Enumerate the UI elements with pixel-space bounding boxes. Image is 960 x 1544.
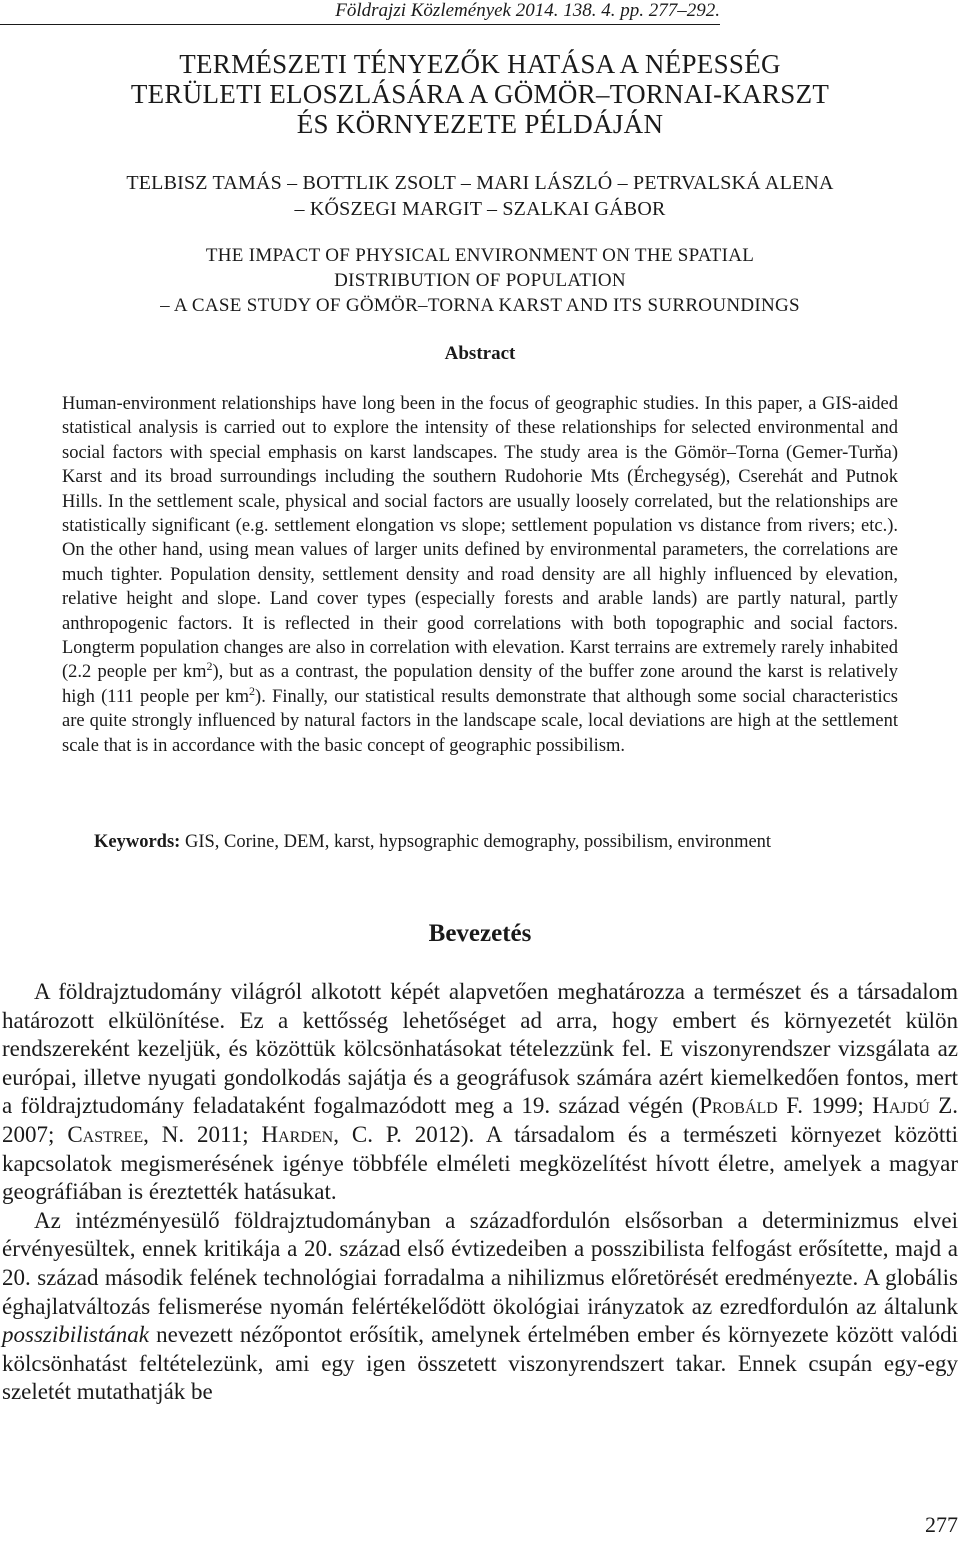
english-title bbox=[0, 243, 960, 318]
header-rule bbox=[0, 24, 720, 25]
citation-author: Harden bbox=[261, 1121, 334, 1147]
citation-author: Hajdú bbox=[872, 1093, 930, 1119]
abstract-text-part-2: ), but as a contrast, the population density of the buffer zone around the karst is relatively high (111 people per km bbox=[62, 662, 898, 707]
title-line-1: TERMÉSZETI TÉNYEZŐK HATÁSA A NÉPESSÉG bbox=[179, 49, 781, 79]
paragraph-2-text-b: nevezett nézőpontot erősítik, amelynek értelmében ember és környezete között valódi kölcsönhatást feltételezünk, ami egy igen összetett viszonyrendszert takar. Ennek csupán egy-egy szeletét mutathatják be bbox=[2, 1322, 958, 1405]
paragraph-2-text-a: Az intézményesülő földrajztudományban a századfordulón elsősorban a determinizmus elvei érvényesültek, ennek kritikája a 20. század első évtizedeiben a posszibilista felfogást erősítette, majd a 20. század második felének technológiai forradalma a nihilizmus előretörését eredményezte. A globális éghajlatváltozás felismerése nyomán felértékelődött ökológiai irányzatok az ezredfordulón az általunk bbox=[2, 1207, 958, 1319]
citation-rest: F. 1999; bbox=[777, 1093, 873, 1119]
citation-rest: , N. 2011; bbox=[143, 1121, 262, 1147]
paragraph-1-text-b: ). A társadalom és a természeti környezet közötti kapcsolatok megismerésének igénye többféle elméleti megközelítést hívott életre, amelyek a magyar geográfiában is éreztették hatásukat. bbox=[2, 1121, 959, 1205]
paragraph-1 bbox=[2, 978, 958, 1207]
author-list bbox=[0, 170, 960, 222]
section-heading: Bevezetés bbox=[428, 920, 532, 947]
italic-term: posszibilistának bbox=[2, 1322, 149, 1348]
abstract-text-part-3: ). Finally, our statistical results demonstrate that although some social characteristics are quite strongly influenced by natural factors in the landscape scale, local deviations are high at the settlement scale that is in accordance with the basic concept of geographic possibilism. bbox=[62, 686, 898, 756]
title-line-2: TERÜLETI ELOSZLÁSÁRA A GÖMÖR–TORNAI-KARSZT bbox=[130, 79, 830, 109]
citation-author: Castree bbox=[67, 1121, 144, 1147]
hungarian-title bbox=[0, 49, 960, 139]
keywords-line bbox=[94, 830, 914, 854]
keywords-label: Keywords: bbox=[94, 832, 181, 852]
page-number: 277 bbox=[925, 1512, 958, 1537]
introduction-body bbox=[2, 978, 958, 1407]
paragraph-2 bbox=[2, 1207, 958, 1407]
abstract-heading: Abstract bbox=[444, 343, 516, 364]
english-title-line-2: DISTRIBUTION OF POPULATION bbox=[334, 270, 626, 291]
authors-line-1: TELBISZ TAMÁS – BOTTLIK ZSOLT – MARI LÁSZLÓ – PETRVALSKÁ ALENA bbox=[126, 172, 834, 194]
abstract-text bbox=[62, 392, 898, 758]
citation-author: Probáld bbox=[699, 1093, 778, 1119]
superscript: 2 bbox=[249, 683, 256, 698]
superscript: 2 bbox=[206, 659, 213, 674]
journal-citation: Földrajzi Közlemények 2014. 138. 4. pp. 277–292. bbox=[335, 0, 720, 21]
authors-line-2: – KŐSZEGI MARGIT – SZALKAI GÁBOR bbox=[294, 198, 666, 220]
abstract-text-part-1: Human-environment relationships have long been in the focus of geographic studies. In this paper, a GIS-aided statistical analysis is carried out to explore the intensity of these relationships for selected environmental and social factors with special emphasis on karst landscapes. The study area is the Gömör–Torna (Gemer-Turňa) Karst and its broad surroundings including the southern Rudohorie Mts (Érchegység), Cserehát and Putnok Hills. In the settlement scale, physical and social factors are usually loosely correlated, but the relationships are statistically significant (e.g. settlement elongation vs slope; settlement population vs distance from rivers; etc.). On the other hand, using mean values of larger units defined by environmental parameters, the correlations are much tighter. Population density, settlement density and road density are all highly influenced by elevation, relative height and slope. Land cover types (especially forests and arable lands) are partly natural, partly anthropogenic factors. It is reflected in their good correlations with both topographic and social factors. Longterm population changes are also in correlation with elevation. Karst terrains are extremely rarely inhabited (2.2 people per km bbox=[62, 394, 898, 683]
paragraph-1-text-a: A földrajztudomány világról alkotott képét alapvetően meghatározza a természet és a társadalom határozott elkülönítése. Ez a kettősség lehetőséget ad arra, hogy embert és környezetét külön rendszereként kezeljük, és közöttük kölcsönhatásokat tételezzünk fel. E viszonyrendszer vizsgálata az európai, illetve nyugati gondolkodás sajátja és a geográfusok számára azért kiemelkedően fontos, mert a földrajztudomány feladataként fogalmazódott meg a 19. század végén ( bbox=[2, 979, 958, 1119]
english-title-line-1: THE IMPACT OF PHYSICAL ENVIRONMENT ON THE SPATIAL bbox=[205, 245, 755, 266]
english-title-line-3: – A CASE STUDY OF GÖMÖR–TORNA KARST AND ITS SURROUNDINGS bbox=[160, 295, 800, 316]
citation-rest: Z. 2007; bbox=[2, 1093, 958, 1147]
keywords-list: GIS, Corine, DEM, karst, hypsographic demography, possibilism, environment bbox=[180, 832, 772, 852]
title-line-3: ÉS KÖRNYEZETE PÉLDÁJÁN bbox=[296, 109, 664, 139]
citation-rest: , C. P. 2012 bbox=[333, 1121, 461, 1147]
